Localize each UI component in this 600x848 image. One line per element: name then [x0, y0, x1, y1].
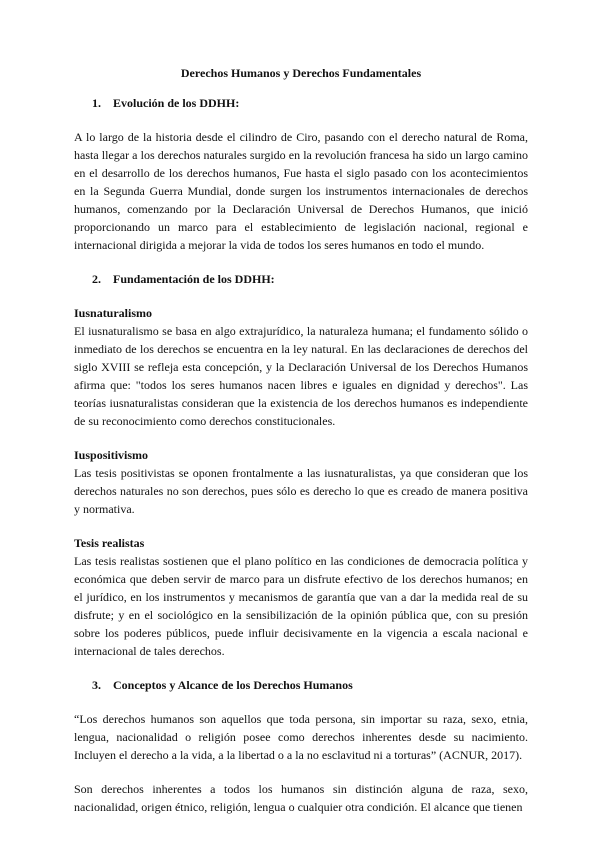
section-1-title: Evolución de los DDHH: — [113, 96, 240, 110]
subsection-iuspositivismo — [74, 446, 528, 518]
section-1-paragraph: A lo largo de la historia desde el cilindro de Ciro, pasando con el derecho natural de Roma, hasta llegar a los derechos naturales surgido en la revolución francesa ha sido un largo camino en el desarrollo de los derechos humanos, Fue hasta el siglo pasado con los acontecimientos en la Segunda Guerra Mundial, donde surgen los instrumentos internacionales de derechos humanos, comenzando por la Declaración Universal de Derechos Humanos, que inició proporcionando un marco para el establecimiento de legislación nacional, regional e internacional dirigida a mejorar la vida de todos los seres humanos en todo el mundo. — [74, 130, 528, 252]
section-2-heading — [74, 270, 528, 288]
section-1-heading — [74, 94, 528, 112]
subsection-iusnaturalismo — [74, 304, 528, 430]
section-3-quote: “Los derechos humanos son aquellos que toda persona, sin importar su raza, sexo, etnia, lengua, nacionalidad o religión posee como derechos inherentes desde su nacimiento. Incluyen el derecho a la vida, a la libertad o a la no esclavitud ni a torturas” (ACNUR, 2017). — [74, 712, 528, 762]
subsection-paragraph: Las tesis positivistas se oponen frontalmente a las iusnaturalistas, ya que consideran que los derechos naturales no son derechos, pues sólo es derecho lo que es creado de manera positiva y normativa. — [74, 466, 528, 516]
subsection-heading: Iuspositivismo — [74, 448, 149, 462]
section-3-number: 3. — [92, 678, 101, 692]
section-3-paragraph: Son derechos inherentes a todos los humanos sin distinción alguna de raza, sexo, nacionalidad, origen étnico, religión, lengua o cualquier otra condición. El alcance que tienen — [74, 782, 528, 814]
subsection-heading: Iusnaturalismo — [74, 306, 153, 320]
document-page — [74, 64, 528, 816]
section-2-number: 2. — [92, 272, 101, 286]
section-3-title: Conceptos y Alcance de los Derechos Humanos — [113, 678, 353, 692]
section-2-title: Fundamentación de los DDHH: — [113, 272, 275, 286]
section-1-number: 1. — [92, 96, 101, 110]
section-3-heading — [74, 676, 528, 694]
subsection-tesis-realistas — [74, 534, 528, 660]
subsection-paragraph: Las tesis realistas sostienen que el plano político en las condiciones de democracia política y económica que deben servir de marco para un disfrute efectivo de los derechos humanos; en el jurídico, en los instrumentos y mecanismos de garantía que van a dar la medida real de su disfrute; y en el sociológico en la sensibilización de la opinión pública que, con su presión sobre los poderes públicos, puede influir decisivamente en la vigencia a escala nacional e internacional de tales derechos. — [74, 554, 528, 658]
document-title: Derechos Humanos y Derechos Fundamentales — [180, 66, 422, 80]
subsection-heading: Tesis realistas — [74, 536, 145, 550]
subsection-paragraph: El iusnaturalismo se basa en algo extrajurídico, la naturaleza humana; el fundamento sólido o inmediato de los derechos se encuentra en la ley natural. En las declaraciones de derechos del siglo XVIII se refleja esta concepción, y la Declaración Universal de los Derechos Humanos afirma que: "todos los seres humanos nacen libres e iguales en dignidad y derechos". Las teorías iusnaturalistas consideran que la existencia de los derechos humanos es independiente de su reconocimiento como derechos constitucionales. — [74, 324, 528, 428]
